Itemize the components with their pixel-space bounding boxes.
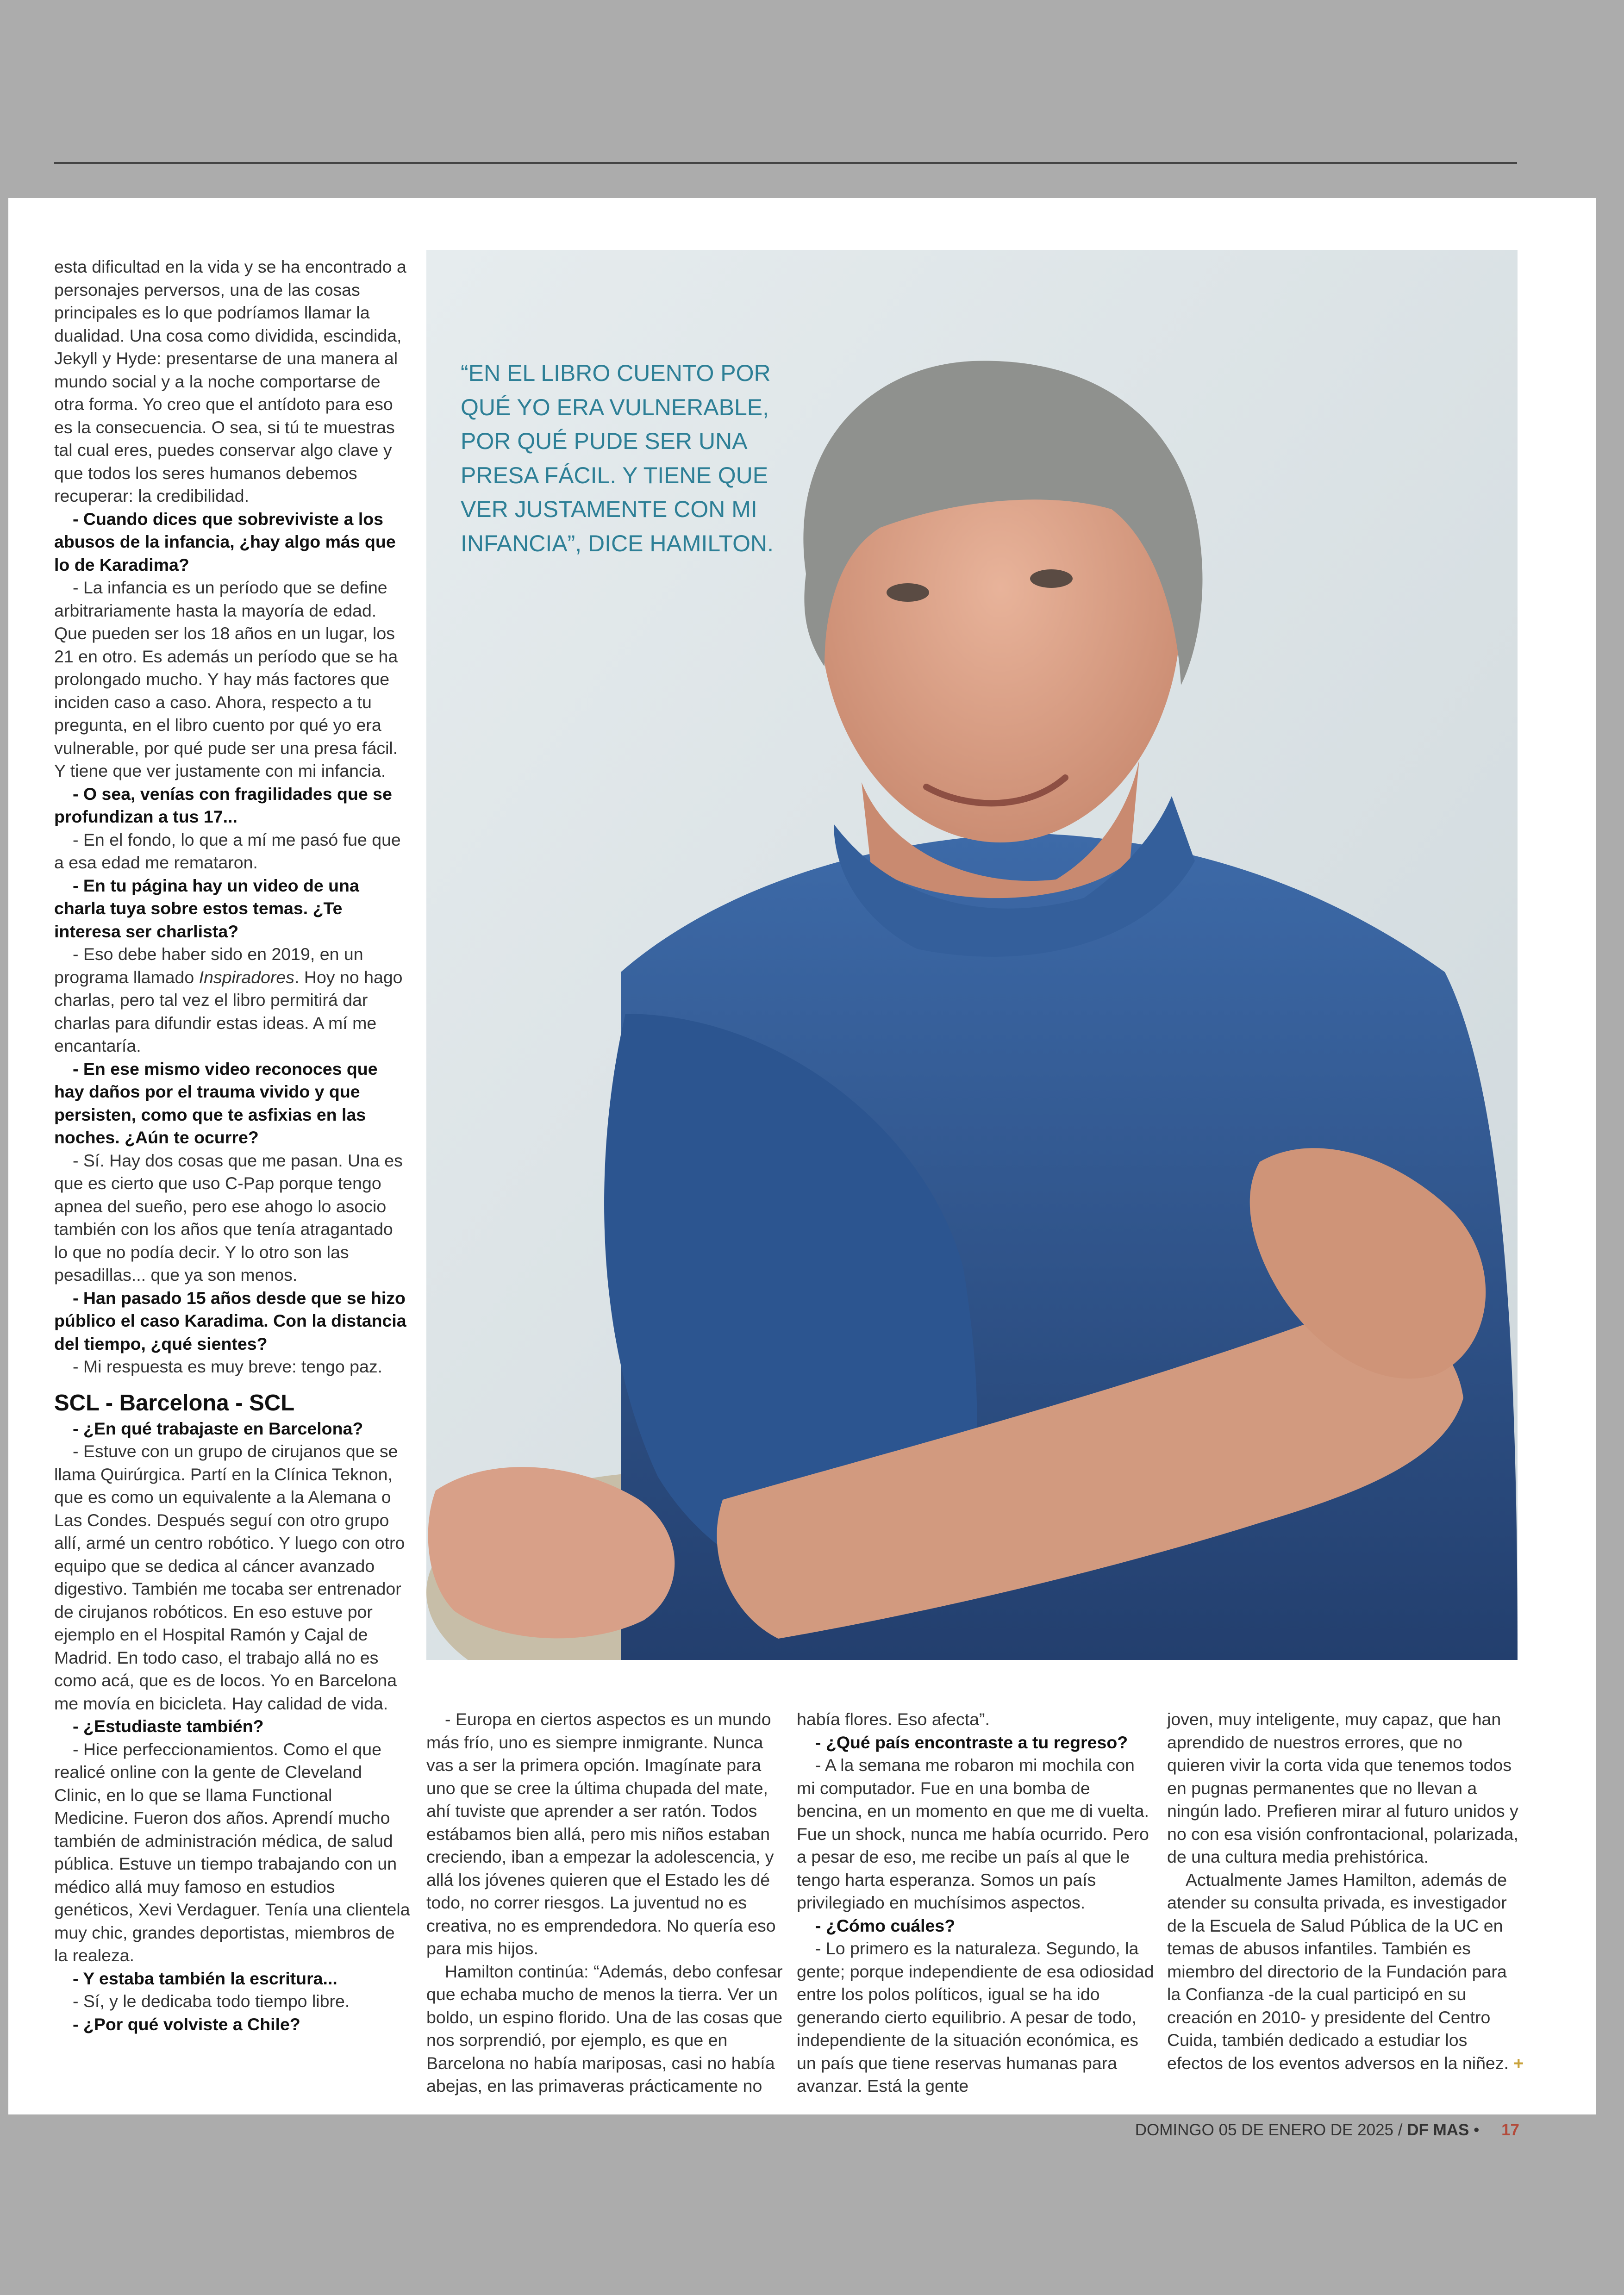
paragraph-text: Actualmente James Hamilton, además de atender su consulta privada, es investigador de la Escuela de Salud Pública de la UC en temas de abusos infantiles. También es miembro del directorio de la Fundación para la Confianza -de la cual participó en su creación en 2010- y presidente del Centro Cuida, también dedicado a estudiar los efectos de los eventos adversos en la niñez. <box>1167 1870 1509 2073</box>
footer-bullet: • <box>1469 2121 1484 2139</box>
interview-question: - En ese mismo video reconoces que hay daños por el trauma vivido y que persisten, como que te asfixias en las noches. ¿Aún te ocurre? <box>54 1059 378 1147</box>
interview-answer: - Mi respuesta es muy breve: tengo paz. <box>73 1357 383 1376</box>
interview-answer: - Sí, y le dedicaba todo tiempo libre. <box>73 1991 350 2011</box>
interview-answer: - En el fondo, lo que a mí me pasó fue que a esa edad me remataron. <box>54 829 401 872</box>
interview-question: - Han pasado 15 años desde que se hizo público el caso Karadima. Con la distancia del tiempo, ¿qué sientes? <box>54 1288 406 1353</box>
paragraph: esta dificultad en la vida y se ha encontrado a personajes perversos, una de las cosas principales es lo que podríamos llamar la dualidad. Una cosa como dividida, escindida, Jekyll y Hyde: presentarse de una manera al mundo social y a la noche comportarse de otra forma. Yo creo que el antídoto para eso es la consecuencia. O sea, si tú te muestras tal cual eres, puedes conservar algo clave y que todos los seres humanos debemos recuperar: la credibilidad. <box>54 257 406 505</box>
interview-answer: - Lo primero es la naturaleza. Segundo, la gente; porque independiente de esa odiosidad entre los polos políticos, igual se ha ido generando cierto equilibrio. A pesar de todo, independiente de la situación económica, es un país que tiene reservas humanas para avanzar. Está la gente <box>797 1939 1154 2095</box>
paragraph <box>1167 1869 1524 2075</box>
interview-answer: - Hice perfeccionamientos. Como el que realicé online con la gente de Cleveland Clinic, en lo que se llama Functional Medicine. Fueron dos años. Aprendí mucho también de administración médica, de salud pública. Estuve un tiempo trabajando con un médico allá muy famoso en estudios genéticos, Xevi Verdaguer. Tenía una clientela muy chic, grandes deportistas, miembros de la realeza. <box>54 1739 410 1965</box>
article-column-3 <box>797 1708 1154 2098</box>
interview-answer: - La infancia es un período que se define arbitrariamente hasta la mayoría de edad. Que pueden ser los 18 años en un lugar, los 21 en otro. Es además un período que se ha prolongado mucho. Y hay más factores que inciden caso a caso. Ahora, respecto a tu pregunta, en el libro cuento por qué yo era vulnerable, por qué pude ser una presa fácil. Y tiene que ver justamente con mi infancia. <box>54 578 398 780</box>
interview-question: - En tu página hay un video de una charla tuya sobre estos temas. ¿Te interesa ser charlista? <box>54 875 359 941</box>
paragraph: joven, muy inteligente, muy capaz, que han aprendido de nuestros errores, que no quieren vivir la corta vida que tenemos todos en pugnas permanentes que no llevan a ningún lado. Prefieren mirar al futuro unidos y no con esa visión confrontacional, polarizada, de una cultura media prehistórica. <box>1167 1709 1518 1866</box>
article-column-2 <box>426 1708 784 2098</box>
publication-name: DF MAS <box>1407 2121 1469 2139</box>
end-of-article-mark: + <box>1513 2053 1524 2073</box>
interview-question: - ¿Por qué volviste a Chile? <box>73 2014 300 2034</box>
answer-text: - Eso debe haber sido en 2019, en un programa llamado <box>54 944 363 987</box>
interview-question: - O sea, venías con fragilidades que se profundizan a tus 17... <box>54 784 392 826</box>
page-number: 17 <box>1501 2121 1519 2139</box>
interview-question: - Y estaba también la escritura... <box>73 1968 337 1988</box>
pull-quote: “EN EL LIBRO CUENTO POR QUÉ YO ERA VULNERABLE, POR QUÉ PUDE SER UNA PRESA FÁCIL. Y TIENE QUE VER JUSTAMENTE CON MI INFANCIA”, DICE HAMILTON. <box>461 360 774 556</box>
section-subhead: SCL - Barcelona - SCL <box>54 1390 295 1416</box>
article-column-1 <box>54 256 411 2036</box>
interview-answer: - A la semana me robaron mi mochila con mi computador. Fue en una bomba de bencina, en un momento en que me di vuelta. Fue un shock, nunca me había ocurrido. Pero a pesar de eso, me recibe un país al que le tengo harta esperanza. Somos un país privilegiado en muchísimos aspectos. <box>797 1755 1149 1912</box>
paragraph: había flores. Eso afecta”. <box>797 1709 990 1729</box>
issue-date: DOMINGO 05 DE ENERO DE 2025 <box>1135 2121 1394 2139</box>
article-column-4 <box>1167 1708 1524 2075</box>
footer-separator: / <box>1393 2121 1407 2139</box>
interview-answer <box>54 943 411 1058</box>
page-footer <box>0 2121 1519 2139</box>
interview-question: - ¿En qué trabajaste en Barcelona? <box>73 1418 363 1438</box>
top-rule <box>54 162 1517 164</box>
program-name: Inspiradores <box>199 967 295 987</box>
interview-question: - Cuando dices que sobreviviste a los abusos de la infancia, ¿hay algo más que lo de Karadima? <box>54 509 396 574</box>
interview-question: - ¿Estudiaste también? <box>73 1716 264 1736</box>
paragraph: - Europa en ciertos aspectos es un mundo más frío, uno es siempre inmigrante. Nunca vas a ser la primera opción. Imagínate para uno que se cree la última chupada del mate, ahí tuviste que aprender a ser ratón. Todos estábamos bien allá, pero mis niños estaban creciendo, iban a empezar la adolescencia, y allá los jóvenes quieren que el Estado les dé todo, no correr riesgos. La juventud no es creativa, no es emprendedora. No quería eso para mis hijos. <box>426 1709 776 1958</box>
interview-question: - ¿Qué país encontraste a tu regreso? <box>815 1732 1128 1752</box>
answer-text: . Hoy no hago charlas, pero tal vez el libro permitirá dar charlas para difundir estas ideas. A mí me encantaría. <box>54 967 403 1055</box>
paragraph: Hamilton continúa: “Además, debo confesar que echaba mucho de menos la tierra. Ver un boldo, un espino florido. Una de las cosas que nos sorprendió, por ejemplo, es que en Barcelona no había mariposas, casi no había abejas, en las primaveras prácticamente no <box>426 1961 783 2095</box>
magazine-page <box>8 198 1596 2114</box>
interview-answer: - Estuve con un grupo de cirujanos que se llama Quirúrgica. Partí en la Clínica Teknon, que es como un equivalente a la Alemana o Las Condes. Después seguí con otro grupo allí, armé un centro robótico. Y luego con otro equipo que se dedica al cáncer avanzado digestivo. También me tocaba ser entrenador de cirujanos robóticos. En eso estuve por ejemplo en el Hospital Ramón y Cajal de Madrid. En todo caso, el trabajo allá no es como acá, que es de locos. Yo en Barcelona me movía en bicicleta. Hay calidad de vida. <box>54 1441 405 1713</box>
interview-answer: - Sí. Hay dos cosas que me pasan. Una es que es cierto que uso C-Pap porque tengo apnea del sueño, pero ese ahogo lo asocio también con los años que tenía atragantado lo que no podía decir. Y lo otro son las pesadillas... que ya son menos. <box>54 1150 403 1285</box>
interview-question: - ¿Cómo cuáles? <box>815 1915 956 1935</box>
